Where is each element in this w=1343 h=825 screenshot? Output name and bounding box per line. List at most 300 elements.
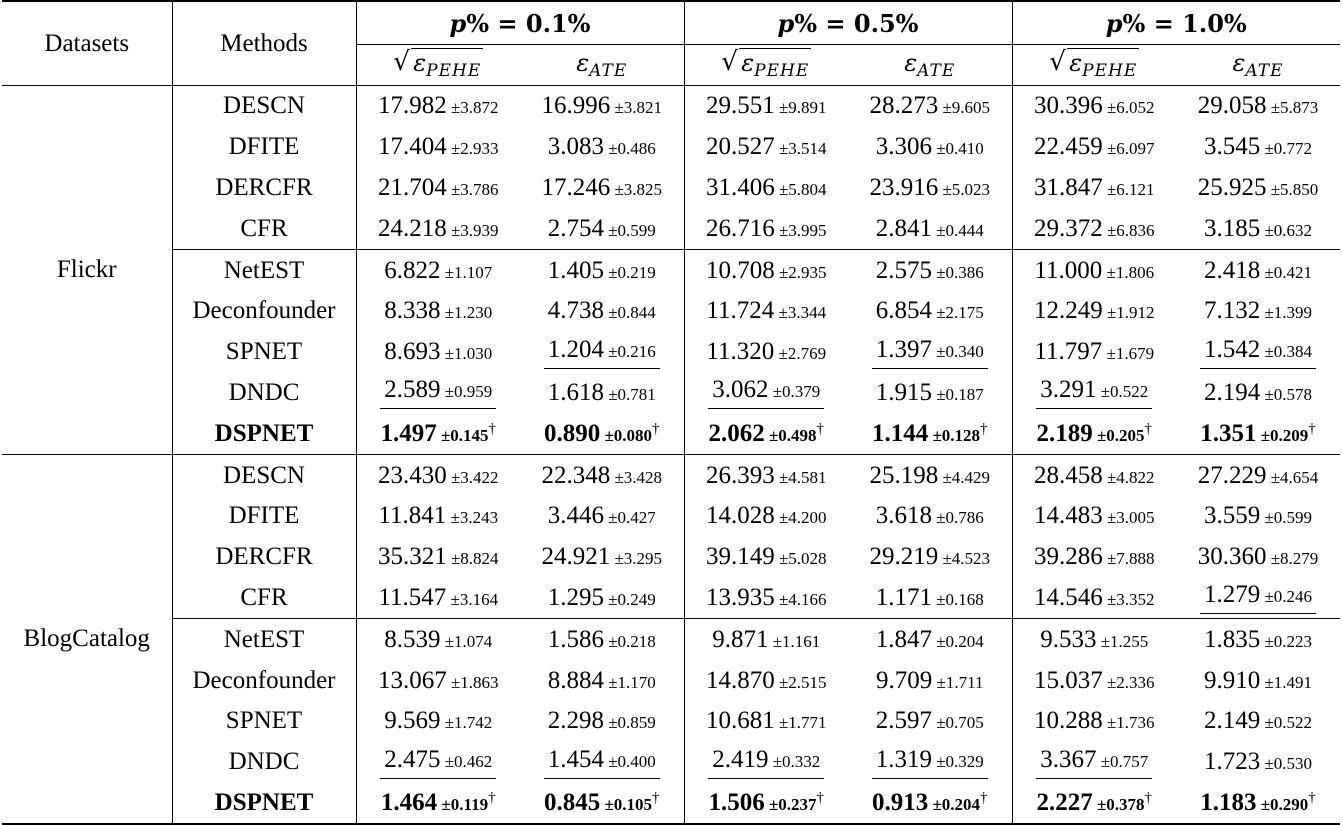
mean-value: 0.890 — [543, 419, 601, 447]
std-value: ±0.378 — [1092, 794, 1145, 814]
value-cell — [1012, 168, 1176, 209]
dataset-name: Flickr — [2, 86, 172, 455]
std-value: ±3.164 — [446, 589, 499, 609]
value-cell — [520, 127, 684, 168]
value-cell — [356, 86, 520, 127]
std-value: ±0.128 — [928, 425, 981, 445]
std-value: ±0.781 — [603, 384, 656, 404]
value-wrap — [876, 667, 983, 694]
metric-header-pehe — [356, 45, 520, 86]
table-row — [2, 168, 1340, 209]
value-wrap — [378, 215, 499, 242]
value-cell — [1012, 291, 1176, 332]
mean-value: 1.542 — [1203, 335, 1261, 363]
value-cell — [520, 619, 684, 660]
epsilon: ε — [576, 49, 590, 77]
mean-value: 13.935 — [705, 583, 775, 611]
std-value: ±5.850 — [1266, 179, 1319, 199]
value-cell — [520, 332, 684, 373]
value-cell — [1176, 208, 1340, 249]
value-cell — [684, 168, 848, 209]
mean-value: 1.586 — [547, 625, 604, 653]
value-wrap — [706, 667, 827, 694]
mean-value: 3.062 — [712, 376, 769, 404]
metric-header-ate — [1176, 45, 1340, 86]
value-cell — [848, 86, 1012, 127]
table-row — [2, 660, 1340, 701]
method-name: NetEST — [172, 250, 356, 291]
value-wrap — [544, 747, 660, 779]
dagger-mark: † — [980, 789, 988, 806]
method-name: DERCFR — [172, 168, 356, 209]
mean-value: 27.229 — [1197, 461, 1267, 489]
mean-value: 25.198 — [869, 461, 939, 489]
std-value: ±3.825 — [610, 179, 663, 199]
value-wrap — [708, 420, 824, 447]
method-name: SPNET — [172, 701, 356, 742]
mean-value: 17.982 — [377, 92, 447, 120]
std-value: ±6.836 — [1102, 220, 1155, 240]
value-wrap — [706, 297, 826, 324]
mean-value: 21.704 — [377, 173, 447, 201]
table-row — [2, 86, 1340, 127]
mean-value: 26.716 — [705, 214, 775, 242]
std-value: ±3.344 — [774, 303, 827, 323]
value-cell — [1012, 332, 1176, 373]
sqrt-symbol — [721, 49, 811, 81]
mean-value: 8.539 — [384, 625, 441, 653]
mean-value: 25.925 — [1197, 173, 1267, 201]
value-wrap — [384, 626, 492, 653]
value-cell — [1176, 413, 1340, 454]
value-cell — [1176, 701, 1340, 742]
mean-value: 28.458 — [1033, 461, 1103, 489]
value-wrap — [876, 707, 984, 734]
std-value: ±3.428 — [610, 467, 663, 487]
value-cell — [520, 701, 684, 742]
std-value: ±0.204 — [928, 794, 981, 814]
value-cell — [1012, 208, 1176, 249]
value-cell — [356, 783, 520, 825]
value-cell — [1012, 537, 1176, 578]
value-wrap — [378, 92, 499, 119]
value-cell — [520, 660, 684, 701]
mean-value: 3.559 — [1203, 502, 1261, 530]
value-wrap — [706, 215, 827, 242]
mean-value: 1.835 — [1203, 625, 1261, 653]
value-wrap — [1200, 337, 1316, 369]
std-value: ±1.170 — [603, 672, 656, 692]
value-cell — [848, 783, 1012, 825]
method-name: CFR — [172, 578, 356, 619]
mean-value: 29.551 — [705, 92, 775, 120]
value-cell — [848, 127, 1012, 168]
dagger-mark: † — [1144, 789, 1153, 806]
mean-value: 22.348 — [541, 461, 611, 489]
value-cell — [1012, 496, 1176, 537]
std-value: ±0.427 — [603, 508, 656, 528]
value-cell — [1176, 250, 1340, 291]
value-cell — [1012, 250, 1176, 291]
std-value: ±0.386 — [931, 262, 984, 282]
value-wrap — [1034, 462, 1155, 489]
mean-value: 22.459 — [1033, 133, 1103, 161]
std-value: ±0.486 — [603, 139, 656, 159]
value-wrap — [869, 462, 990, 489]
std-value: ±0.329 — [931, 751, 984, 771]
std-value: ±1.107 — [440, 262, 493, 282]
value-wrap — [378, 584, 498, 611]
value-wrap — [876, 133, 984, 160]
value-wrap — [1034, 707, 1155, 734]
std-value: ±0.145 — [436, 425, 489, 445]
mean-value: 6.854 — [875, 297, 932, 325]
mean-value: 29.219 — [869, 543, 939, 571]
std-value: ±7.888 — [1102, 549, 1155, 569]
value-wrap — [378, 543, 499, 570]
value-cell — [1012, 783, 1176, 825]
mean-value: 4.738 — [547, 297, 604, 325]
std-value: ±9.605 — [938, 98, 991, 118]
metric-header-pehe — [1012, 45, 1176, 86]
value-wrap — [706, 502, 827, 529]
subscript: ATE — [589, 61, 628, 81]
value-wrap — [876, 502, 984, 529]
mean-value: 10.288 — [1033, 707, 1103, 735]
value-cell — [848, 373, 1012, 414]
value-wrap — [1034, 92, 1155, 119]
value-cell — [684, 660, 848, 701]
value-wrap — [706, 543, 827, 570]
value-cell — [1012, 455, 1176, 496]
value-wrap — [706, 584, 827, 611]
mean-value: 11.724 — [706, 297, 775, 325]
value-wrap — [1198, 543, 1319, 570]
std-value: ±0.384 — [1260, 341, 1313, 361]
mean-value: 9.569 — [384, 707, 441, 735]
dagger-mark: † — [652, 789, 660, 806]
std-value: ±9.891 — [774, 98, 827, 118]
value-wrap — [876, 584, 984, 611]
value-wrap — [1204, 707, 1312, 734]
method-name: DESCN — [172, 86, 356, 127]
epsilon: ε — [413, 49, 427, 77]
mean-value: 2.189 — [1036, 419, 1093, 447]
std-value: ±4.654 — [1266, 467, 1319, 487]
value-wrap — [548, 379, 656, 406]
value-wrap — [1036, 420, 1152, 447]
table-row — [2, 127, 1340, 168]
mean-value: 3.291 — [1040, 376, 1097, 404]
value-cell — [520, 742, 684, 783]
value-cell — [520, 291, 684, 332]
datasets-header: Datasets — [2, 1, 172, 86]
mean-value: 11.320 — [706, 338, 775, 366]
value-cell — [684, 86, 848, 127]
mean-value: 28.273 — [869, 92, 939, 120]
dagger-mark: † — [816, 420, 825, 437]
value-wrap — [384, 707, 492, 734]
subscript: PEHE — [754, 61, 810, 81]
value-wrap — [706, 462, 827, 489]
value-cell — [684, 742, 848, 783]
value-cell — [848, 537, 1012, 578]
mean-value: 8.338 — [384, 297, 441, 325]
std-value: ±1.679 — [1102, 344, 1155, 364]
mean-value: 12.249 — [1033, 297, 1103, 325]
mean-value: 17.404 — [377, 133, 447, 161]
method-name: CFR — [172, 208, 356, 249]
value-cell — [356, 413, 520, 454]
std-value: ±6.121 — [1102, 179, 1155, 199]
value-wrap — [1036, 789, 1152, 816]
value-cell — [1012, 413, 1176, 454]
mean-value: 24.218 — [377, 214, 447, 242]
mean-value: 11.841 — [378, 502, 447, 530]
std-value: ±0.599 — [1260, 508, 1313, 528]
mean-value: 35.321 — [377, 543, 447, 571]
value-cell — [1176, 660, 1340, 701]
mean-value: 1.405 — [547, 256, 604, 284]
std-value: ±0.705 — [931, 713, 984, 733]
std-value: ±3.872 — [446, 98, 499, 118]
sqrt-symbol — [1049, 49, 1139, 81]
std-value: ±0.632 — [1260, 220, 1313, 240]
value-cell — [356, 250, 520, 291]
value-cell — [356, 660, 520, 701]
value-wrap — [1034, 297, 1155, 324]
method-name: Deconfounder — [172, 291, 356, 332]
value-cell — [356, 168, 520, 209]
table-header — [2, 1, 1340, 86]
std-value: ±3.821 — [610, 98, 663, 118]
value-wrap — [548, 215, 656, 242]
value-wrap — [381, 789, 496, 816]
value-wrap — [1034, 584, 1155, 611]
mean-value: 1.454 — [547, 745, 604, 773]
std-value: ±1.161 — [768, 631, 821, 651]
value-wrap — [1198, 92, 1319, 119]
value-cell — [1012, 127, 1176, 168]
dagger-mark: † — [1308, 420, 1316, 437]
subscript: PEHE — [1082, 61, 1138, 81]
mean-value: 0.845 — [543, 788, 601, 816]
value-wrap — [708, 747, 824, 779]
mean-value: 3.618 — [875, 502, 932, 530]
dagger-mark: † — [1144, 420, 1153, 437]
value-cell — [684, 332, 848, 373]
std-value: ±4.581 — [774, 467, 827, 487]
value-wrap — [548, 626, 656, 653]
value-cell — [520, 250, 684, 291]
value-cell — [684, 250, 848, 291]
std-value: ±3.422 — [446, 467, 499, 487]
value-wrap — [1204, 133, 1312, 160]
std-value: ±0.246 — [1260, 587, 1313, 607]
mean-value: 2.062 — [708, 419, 765, 447]
table-row — [2, 742, 1340, 783]
std-value: ±0.522 — [1260, 713, 1313, 733]
value-cell — [684, 373, 848, 414]
std-value: ±1.771 — [774, 713, 827, 733]
mean-value: 1.171 — [875, 583, 932, 611]
mean-value: 1.723 — [1203, 748, 1261, 776]
std-value: ±3.243 — [446, 508, 499, 528]
std-value: ±1.230 — [440, 303, 493, 323]
std-value: ±0.578 — [1260, 384, 1313, 404]
value-wrap — [548, 584, 656, 611]
value-wrap — [1204, 502, 1312, 529]
mean-value: 2.754 — [547, 214, 604, 242]
mean-value: 2.194 — [1203, 378, 1261, 406]
value-wrap — [1204, 748, 1312, 775]
mean-value: 6.822 — [384, 256, 441, 284]
mean-value: 14.028 — [705, 502, 775, 530]
std-value: ±0.410 — [931, 139, 984, 159]
value-wrap — [706, 707, 827, 734]
std-value: ±0.332 — [768, 751, 821, 771]
mean-value: 3.446 — [547, 502, 604, 530]
std-value: ±0.959 — [440, 382, 493, 402]
value-cell — [848, 291, 1012, 332]
value-cell — [684, 701, 848, 742]
mean-value: 20.527 — [705, 133, 775, 161]
table-body — [2, 86, 1340, 825]
value-wrap — [378, 667, 499, 694]
dagger-mark: † — [488, 420, 497, 437]
value-wrap — [1040, 626, 1148, 653]
dataset-name: BlogCatalog — [2, 455, 172, 825]
mean-value: 1.397 — [875, 335, 932, 363]
value-cell — [684, 208, 848, 249]
epsilon: ε — [1232, 49, 1246, 77]
mean-value: 11.000 — [1034, 256, 1103, 284]
value-cell — [1176, 455, 1340, 496]
std-value: ±1.806 — [1102, 262, 1155, 282]
value-cell — [848, 168, 1012, 209]
value-wrap — [1034, 667, 1155, 694]
mean-value: 7.132 — [1203, 297, 1261, 325]
sqrt-symbol — [393, 49, 483, 81]
metric-header-ate — [520, 45, 684, 86]
std-value: ±3.514 — [774, 139, 827, 159]
mean-value: 1.144 — [871, 419, 929, 447]
std-value: ±0.498 — [764, 425, 817, 445]
value-wrap — [378, 502, 498, 529]
value-wrap — [708, 789, 824, 816]
dagger-mark: † — [816, 789, 825, 806]
std-value: ±0.340 — [931, 341, 984, 361]
value-wrap — [876, 297, 984, 324]
value-cell — [356, 373, 520, 414]
value-cell — [848, 578, 1012, 619]
std-value: ±0.187 — [931, 384, 984, 404]
value-cell — [848, 250, 1012, 291]
value-wrap — [869, 92, 990, 119]
value-cell — [520, 208, 684, 249]
value-wrap — [876, 215, 984, 242]
value-cell — [1176, 127, 1340, 168]
radicand — [1067, 48, 1139, 81]
method-name: DFITE — [172, 496, 356, 537]
table-row — [2, 208, 1340, 249]
mean-value: 11.547 — [378, 583, 447, 611]
mean-value: 2.589 — [384, 376, 441, 404]
std-value: ±0.522 — [1096, 382, 1149, 402]
mean-value: 31.406 — [705, 173, 775, 201]
mean-value: 14.483 — [1033, 502, 1103, 530]
std-value: ±0.105 — [600, 794, 653, 814]
std-value: ±1.736 — [1102, 713, 1155, 733]
dagger-mark: † — [1308, 789, 1316, 806]
method-name: DSPNET — [172, 413, 356, 454]
value-cell — [356, 332, 520, 373]
mean-value: 26.393 — [705, 461, 775, 489]
value-wrap — [869, 543, 990, 570]
value-cell — [356, 578, 520, 619]
value-wrap — [706, 92, 827, 119]
std-value: ±3.786 — [446, 179, 499, 199]
value-cell — [684, 619, 848, 660]
value-cell — [684, 291, 848, 332]
value-wrap — [384, 338, 492, 365]
method-name: DERCFR — [172, 537, 356, 578]
value-cell — [1176, 168, 1340, 209]
mean-value: 1.618 — [547, 378, 604, 406]
mean-value: 23.916 — [869, 173, 939, 201]
mean-value: 10.681 — [705, 707, 775, 735]
std-value: ±1.491 — [1260, 672, 1313, 692]
std-value: ±6.052 — [1102, 98, 1155, 118]
value-wrap — [1034, 133, 1155, 160]
value-wrap — [1200, 582, 1316, 614]
std-value: ±4.200 — [774, 508, 827, 528]
mean-value: 29.372 — [1033, 214, 1103, 242]
value-cell — [520, 168, 684, 209]
method-name: DESCN — [172, 455, 356, 496]
std-value: ±1.863 — [446, 672, 499, 692]
value-wrap — [706, 133, 827, 160]
mean-value: 2.597 — [875, 707, 932, 735]
dagger-mark: † — [652, 420, 660, 437]
value-cell — [684, 413, 848, 454]
value-cell — [356, 496, 520, 537]
value-wrap — [378, 462, 499, 489]
mean-value: 9.533 — [1040, 625, 1097, 653]
value-wrap — [384, 257, 492, 284]
mean-value: 2.841 — [875, 214, 932, 242]
value-wrap — [378, 133, 499, 160]
subscript: ATE — [1245, 61, 1284, 81]
value-cell — [1176, 537, 1340, 578]
mean-value: 1.295 — [547, 583, 604, 611]
std-value: ±0.205 — [1092, 425, 1145, 445]
mean-value: 0.913 — [871, 788, 929, 816]
mean-value: 1.319 — [875, 745, 932, 773]
value-wrap — [548, 707, 656, 734]
mean-value: 2.149 — [1203, 707, 1261, 735]
std-value: ±5.023 — [938, 179, 991, 199]
results-table — [2, 0, 1340, 825]
epsilon: ε — [741, 49, 755, 77]
mean-value: 13.067 — [377, 666, 447, 694]
method-name: NetEST — [172, 619, 356, 660]
method-name: DSPNET — [172, 783, 356, 825]
std-value: ±2.175 — [931, 303, 984, 323]
group-header-0: p% = 0.1% — [356, 1, 684, 45]
std-value: ±3.995 — [774, 220, 827, 240]
methods-header: Methods — [172, 1, 356, 86]
